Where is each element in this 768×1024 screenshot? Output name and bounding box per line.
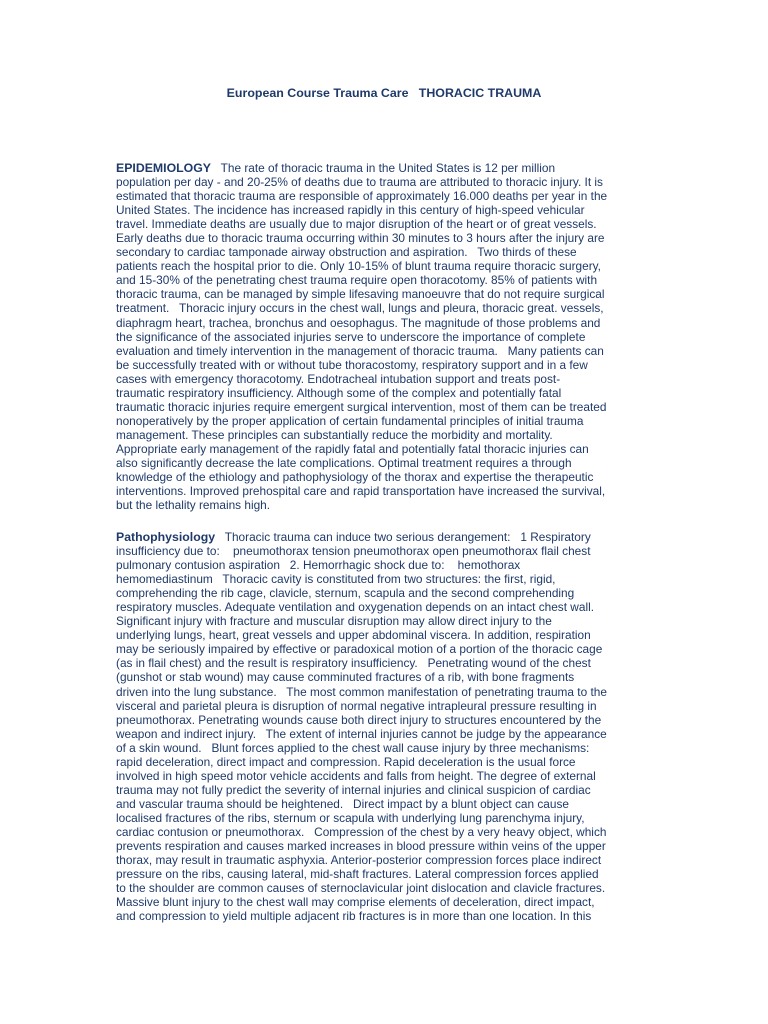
text-line: weapon and indirect injury. The extent of internal injuries cannot be judge by the appearance <box>116 726 607 741</box>
text-line: (gunshot or stab wound) may cause comminuted fractures of a rib, with bone fragments <box>116 670 575 685</box>
text-line: diaphragm heart, trachea, bronchus and oesophagus. The magnitude of those problems and <box>116 315 601 330</box>
text-line: underlying lungs, heart, great vessels and upper abdominal viscera. In addition, respiration <box>116 628 591 643</box>
text-line: cases with emergency thoracotomy. Endotracheal intubation support and treats post- <box>116 371 561 386</box>
section-text: The rate of thoracic trauma in the United States is 12 per million <box>210 161 556 175</box>
text-line: involved in high speed motor vehicle accidents and falls from height. The degree of external <box>116 768 596 783</box>
section-pathophysiology <box>116 530 656 923</box>
text-line <box>116 530 656 544</box>
text-line: estimated that thoracic trauma are responsible of approximately 16.000 deaths per year in the <box>116 189 608 204</box>
text-line: travel. Immediate deaths are usually due to major disruption of the heart or of great vessels. <box>116 217 597 232</box>
text-line: insufficiency due to: pneumothorax tension pneumothorax open pneumothorax flail chest <box>116 544 591 559</box>
text-line: prevents respiration and causes marked increases in blood pressure within veins of the upper <box>116 839 606 854</box>
text-line: United States. The incidence has increased rapidly in this century of high-speed vehicular <box>116 203 585 218</box>
text-line: be successfully treated with or without tube thoracostomy, respiratory support and in a few <box>116 357 588 372</box>
text-line: Appropriate early management of the rapidly fatal and potentially fatal thoracic injuries can <box>116 441 589 456</box>
text-line: traumatic thoracic injuries require emergent surgical intervention, most of them can be treated <box>116 399 607 414</box>
text-line: interventions. Improved prehospital care and rapid transportation have increased the survival, <box>116 484 606 499</box>
text-line: patients reach the hospital prior to die. Only 10-15% of blunt trauma require thoracic surgery, <box>116 259 601 274</box>
text-line: trauma may not fully predict the severity of internal injuries and clinical suspicion of cardiac <box>116 782 591 797</box>
text-line: pulmonary contusion aspiration 2. Hemorrhagic shock due to: hemothorax <box>116 558 521 573</box>
section-epidemiology <box>116 161 656 512</box>
text-line: Early deaths due to thoracic trauma occurring within 30 minutes to 3 hours after the injury are <box>116 231 605 246</box>
text-line: (as in flail chest) and the result is respiratory insufficiency. Penetrating wound of the chest <box>116 656 591 671</box>
text-line: the significance of the associated injuries serve to underscore the importance of complete <box>116 329 586 344</box>
text-line: pressure on the ribs, causing lateral, mid-shaft fractures. Lateral compression forces applied <box>116 867 599 882</box>
text-line: localised fractures of the ribs, sternum or scapula with underlying lung parenchyma injury, <box>116 810 585 825</box>
document-title: European Course Trauma Care THORACIC TRAUMA <box>226 86 542 100</box>
text-line: to the shoulder are common causes of sternoclavicular joint dislocation and clavicle fractures. <box>116 881 606 896</box>
text-line: nonoperatively by the proper application of certain fundamental principles of initial trauma <box>116 413 584 428</box>
text-line: driven into the lung substance. The most common manifestation of penetrating trauma to the <box>116 684 607 699</box>
text-line: pneumothorax. Penetrating wounds cause both direct injury to structures encountered by the <box>116 712 602 727</box>
text-line: population per day - and 20-25% of deaths due to trauma are attributed to thoracic injury. It is <box>116 175 603 190</box>
text-line: of a skin wound. Blunt forces applied to the chest wall cause injury by three mechanisms: <box>116 740 590 755</box>
text-line: and vascular trauma should be heightened. Direct impact by a blunt object can cause <box>116 796 569 811</box>
text-line: visceral and parietal pleura is disruption of normal negative intrapleural pressure resulting in <box>116 698 597 713</box>
text-line: knowledge of the ethiology and pathophysiology of the thorax and expertise the therapeutic <box>116 470 594 485</box>
text-line: and 15-30% of the penetrating chest trauma require open thoracotomy. 85% of patients with <box>116 273 598 288</box>
text-line: traumatic respiratory insufficiency. Although some of the complex and potentially fatal <box>116 385 562 400</box>
text-line: and compression to yield multiple adjacent rib fractures is in more than one location. In this <box>116 909 592 924</box>
text-line: may be seriously impaired by effective or paradoxical motion of a portion of the thoracic cage <box>116 642 603 657</box>
section-heading: Pathophysiology <box>116 530 216 544</box>
text-line: evaluation and timely intervention in the management of thoracic trauma. Many patients can <box>116 343 604 358</box>
text-line: treatment. Thoracic injury occurs in the chest wall, lungs and pleura, thoracic great. vessels, <box>116 301 604 316</box>
text-line: rapid deceleration, direct impact and compression. Rapid deceleration is the usual force <box>116 754 576 769</box>
text-line: respiratory muscles. Adequate ventilation and oxygenation depends on an intact chest wall. <box>116 600 594 615</box>
text-line <box>116 161 656 175</box>
text-line: secondary to cardiac tamponade airway obstruction and aspiration. Two thirds of these <box>116 245 577 260</box>
text-line: but the lethality remains high. <box>116 498 271 513</box>
text-line: thorax, may result in traumatic asphyxia. Anterior-posterior compression forces place indirect <box>116 853 602 868</box>
text-line: Significant injury with fracture and muscular disruption may allow direct injury to the <box>116 614 552 629</box>
text-line: thoracic trauma, can be managed by simple lifesaving manoeuvre that do not require surgical <box>116 287 605 302</box>
text-line: Massive blunt injury to the chest wall may comprise elements of deceleration, direct impact, <box>116 895 595 910</box>
text-line: also significantly decrease the late complications. Optimal treatment requires a through <box>116 455 572 470</box>
text-line: hemomediastinum Thoracic cavity is constituted from two structures: the first, rigid, <box>116 572 556 587</box>
text-line: comprehending the rib cage, clavicle, sternum, scapula and the second comprehending <box>116 586 575 601</box>
section-text: Thoracic trauma can induce two serious derangement: 1 Respiratory <box>215 530 591 544</box>
text-line: management. These principles can substantially reduce the morbidity and mortality. <box>116 427 553 442</box>
text-line: cardiac contusion or pneumothorax. Compression of the chest by a very heavy object, which <box>116 824 607 839</box>
section-heading: EPIDEMIOLOGY <box>116 161 211 175</box>
